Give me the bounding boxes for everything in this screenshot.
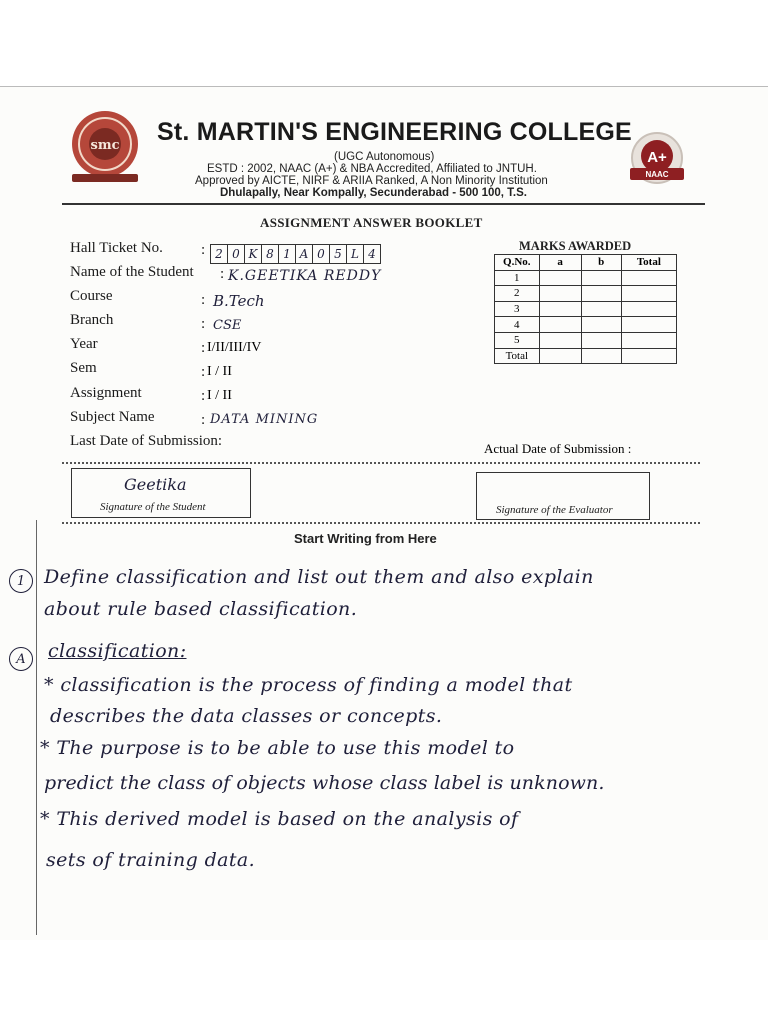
college-name: St. MARTIN'S ENGINEERING COLLEGE xyxy=(157,118,632,146)
hall-ticket-boxes xyxy=(210,244,381,262)
marks-header-qno: Q.No. xyxy=(495,255,540,271)
marks-awarded-title: MARKS AWARDED xyxy=(519,239,632,253)
college-address: Dhulapally, Near Kompally, Secunderabad - 500 100, T.S. xyxy=(220,187,527,199)
hall-ticket-char: L xyxy=(347,244,364,264)
colon: : xyxy=(201,340,206,356)
question-number-marker: 1 xyxy=(9,569,33,593)
colon: : xyxy=(201,388,206,404)
college-accreditation: ESTD : 2002, NAAC (A+) & NBA Accredited, Affiliated to JNTUH. xyxy=(207,163,537,175)
sem-label: Sem xyxy=(70,360,97,376)
table-row xyxy=(495,301,677,317)
hall-ticket-char: A xyxy=(296,244,313,264)
hall-ticket-char: 2 xyxy=(210,244,228,264)
hall-ticket-char: 5 xyxy=(330,244,347,264)
marks-total-label: Total xyxy=(495,348,540,364)
marks-header-total: Total xyxy=(621,255,676,271)
hall-ticket-char: 0 xyxy=(228,244,245,264)
course-label: Course xyxy=(70,288,113,304)
assignment-label: Assignment xyxy=(70,385,142,401)
student-signature: Geetika xyxy=(124,475,187,494)
colon: : xyxy=(220,266,225,282)
booklet-title: ASSIGNMENT ANSWER BOOKLET xyxy=(260,215,483,230)
table-row xyxy=(495,317,677,333)
college-approval: Approved by AICTE, NIRF & ARIIA Ranked, A Non Minority Institution xyxy=(195,175,548,187)
hall-ticket-char: 8 xyxy=(262,244,279,264)
answer-line: Define classification and list out them and also explain xyxy=(44,566,594,588)
hall-ticket-char: 4 xyxy=(364,244,381,264)
naac-label: NAAC xyxy=(645,170,669,179)
assignment-value: I / II xyxy=(207,388,232,403)
table-row xyxy=(495,348,677,364)
table-row xyxy=(495,332,677,348)
student-signature-label: Signature of the Student xyxy=(100,501,206,513)
student-name-value: K.GEETIKA REDDY xyxy=(228,268,382,284)
answer-line: * This derived model is based on the analysis of xyxy=(40,808,519,830)
evaluator-signature-box xyxy=(476,472,650,520)
marks-table xyxy=(494,254,677,364)
sheet-top-edge xyxy=(0,86,768,87)
colon: : xyxy=(201,364,206,380)
answer-line: describes the data classes or concepts. xyxy=(50,705,443,727)
header-rule xyxy=(62,203,705,205)
subject-label: Subject Name xyxy=(70,409,155,425)
dotted-separator xyxy=(62,462,700,464)
colon: : xyxy=(201,412,206,428)
branch-value: CSE xyxy=(213,318,242,333)
dotted-separator xyxy=(62,522,700,524)
start-writing-heading: Start Writing from Here xyxy=(294,531,437,546)
college-logo-icon xyxy=(68,110,142,184)
answer-line: sets of training data. xyxy=(46,849,256,871)
student-name-label: Name of the Student xyxy=(70,264,194,280)
answer-heading: classification: xyxy=(48,640,187,662)
marks-qno: 2 xyxy=(495,286,540,302)
student-signature-box xyxy=(71,468,251,518)
colon: : xyxy=(201,292,206,308)
answer-marker: A xyxy=(9,647,33,671)
college-status: (UGC Autonomous) xyxy=(334,151,435,163)
course-value: B.Tech xyxy=(213,292,265,310)
naac-grade: A+ xyxy=(647,149,667,166)
marks-header-a: a xyxy=(539,255,581,271)
answer-line: about rule based classification. xyxy=(44,598,358,620)
colon: : xyxy=(201,242,206,258)
year-value: I/II/III/IV xyxy=(207,340,262,355)
hall-ticket-label: Hall Ticket No. xyxy=(70,240,163,256)
margin-line xyxy=(36,520,37,935)
sem-value: I / II xyxy=(207,364,232,379)
actual-date-label: Actual Date of Submission : xyxy=(484,441,632,456)
branch-label: Branch xyxy=(70,312,114,328)
hall-ticket-char: 1 xyxy=(279,244,296,264)
hall-ticket-char: 0 xyxy=(313,244,330,264)
marks-qno: 3 xyxy=(495,301,540,317)
naac-badge-icon xyxy=(622,130,692,190)
marks-qno: 4 xyxy=(495,317,540,333)
last-date-label: Last Date of Submission: xyxy=(70,433,223,449)
logo-monogram: smc xyxy=(90,138,120,153)
marks-header-b: b xyxy=(581,255,621,271)
answer-line: * classification is the process of finding a model that xyxy=(44,674,573,696)
answer-line: predict the class of objects whose class label is unknown. xyxy=(44,772,605,794)
marks-qno: 5 xyxy=(495,332,540,348)
table-row xyxy=(495,270,677,286)
colon: : xyxy=(201,316,206,332)
hall-ticket-char: K xyxy=(245,244,262,264)
marks-qno: 1 xyxy=(495,270,540,286)
answer-line: * The purpose is to be able to use this model to xyxy=(40,737,515,759)
year-label: Year xyxy=(70,336,98,352)
evaluator-signature-label: Signature of the Evaluator xyxy=(496,504,613,516)
table-row xyxy=(495,286,677,302)
subject-value: DATA MINING xyxy=(210,412,319,427)
